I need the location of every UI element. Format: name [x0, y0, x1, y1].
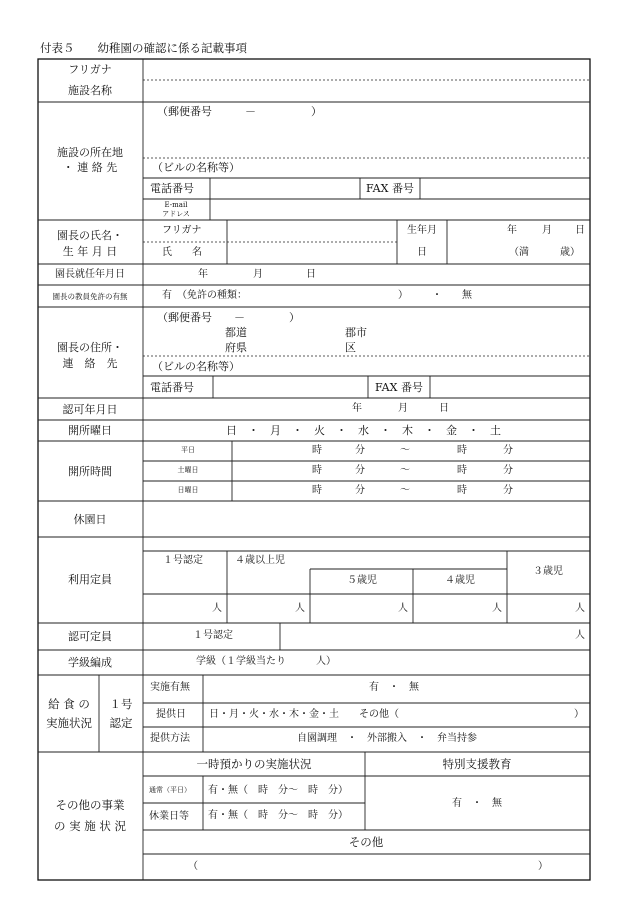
meals-cert-number: １号: [109, 697, 133, 711]
appointed-month: 月: [253, 269, 263, 280]
approval-year: 年: [352, 403, 362, 414]
hours-end-minute: 分: [503, 485, 513, 496]
capacity-unit: 人: [398, 603, 408, 614]
facility-name-label: 施設名称: [68, 84, 112, 97]
director-label: 園長の氏名・: [57, 229, 123, 242]
pref-label-2: 府県: [225, 341, 247, 354]
dir-contact-label: 連 絡 先: [62, 357, 118, 370]
hours-end-hour: 時: [457, 445, 467, 456]
saturday-label: 土曜日: [177, 466, 199, 474]
appointed-day: 日: [306, 269, 316, 280]
other-business-label: その他の事業: [55, 798, 125, 812]
hours-start-hour: 時: [312, 465, 322, 476]
meals-impl-label: 実施有無: [150, 682, 190, 693]
location-label: 施設の所在地: [57, 146, 123, 159]
age4plus-label: ４歳以上児: [235, 555, 285, 566]
meals-days-close: ）: [574, 709, 584, 720]
birth-year: 年: [507, 225, 517, 236]
approval-day: 日: [439, 403, 449, 414]
director-name-label: 氏 名: [162, 247, 202, 258]
age-open: （満: [509, 247, 529, 258]
city-label-2: 区: [345, 341, 356, 354]
other-status-label: の 実 施 状 況: [53, 819, 127, 833]
approved-capacity-unit: 人: [575, 630, 585, 641]
appointed-year: 年: [198, 269, 208, 280]
capacity-unit: 人: [492, 603, 502, 614]
special-support-label: 特別支援教育: [442, 757, 512, 771]
hours-tilde: ～: [400, 465, 410, 476]
hours-end-hour: 時: [457, 465, 467, 476]
approved-type1-label: １号認定: [193, 630, 233, 641]
hours-end-minute: 分: [503, 445, 513, 456]
license-yes: 有 （免許の種類：: [162, 290, 247, 301]
approval-month: 月: [398, 403, 408, 414]
temp-weekday-text: 有・無（ 時 分～ 時 分）: [208, 785, 348, 796]
dir-phone-label: 電話番号: [150, 381, 194, 394]
birth-label: 生年月: [407, 225, 437, 236]
sunday-label: 日曜日: [177, 486, 199, 494]
dir-building-name: （ビルの名称等）: [152, 360, 240, 373]
license-no: 無: [462, 290, 472, 301]
other-weekday-label: 通常（平日）: [149, 786, 191, 794]
weekday-label: 平日: [181, 446, 195, 454]
approval-date-label: 認可年月日: [62, 403, 118, 416]
hours-start-hour: 時: [312, 485, 322, 496]
meals-status-label: 実施状況: [46, 716, 92, 730]
meals-method-text: 自園調理 ・ 外部搬入 ・ 弁当持参: [297, 733, 477, 744]
hours-label: 開所時間: [68, 465, 112, 478]
hours-start-minute: 分: [355, 465, 365, 476]
appointed-label: 園長就任年月日: [55, 269, 125, 280]
others-label: その他: [348, 835, 384, 849]
hours-tilde: ～: [400, 445, 410, 456]
building-name: （ビルの名称等）: [152, 161, 240, 174]
pref-label-1: 都道: [225, 326, 247, 339]
hours-start-minute: 分: [355, 485, 365, 496]
meals-impl-yn: 有 ・ 無: [369, 682, 419, 693]
capacity-label: 利用定員: [68, 573, 112, 586]
others-paren-open: （: [188, 861, 198, 872]
capacity-unit: 人: [212, 603, 222, 614]
page-title: 付表５ 幼稚園の確認に係る記載事項: [40, 41, 247, 55]
other-holiday-label: 休業日等: [149, 811, 189, 822]
age4-label: ４歳児: [445, 575, 475, 586]
others-paren-close: ）: [538, 861, 548, 872]
capacity-unit: 人: [295, 603, 305, 614]
age3-label: ３歳児: [533, 566, 563, 577]
dir-fax-label: FAX 番号: [375, 381, 423, 394]
hours-tilde: ～: [400, 485, 410, 496]
phone-label: 電話番号: [150, 182, 194, 195]
temp-care-label: 一時預かりの実施状況: [196, 757, 312, 771]
email-address-label: アドレス: [162, 210, 190, 218]
postal-code: （郵便番号 － ）: [157, 105, 322, 118]
dir-address-label: 園長の住所・: [57, 341, 123, 354]
open-days-label: 開所曜日: [68, 424, 112, 437]
class-org-label: 学級編成: [68, 656, 112, 669]
meals-label: 給 食 の: [48, 697, 90, 711]
fax-label: FAX 番号: [366, 182, 414, 195]
license-dot: ・: [432, 290, 442, 301]
director-furigana: フリガナ: [162, 225, 202, 236]
age-close: 歳）: [560, 247, 580, 258]
director-birth-label: 生 年 月 日: [62, 245, 118, 258]
license-close: ）: [398, 290, 408, 301]
dir-postal-code: （郵便番号 － ）: [157, 311, 300, 324]
birth-month: 月: [542, 225, 552, 236]
meals-method-label: 提供方法: [150, 733, 190, 744]
age5-label: ５歳児: [347, 575, 377, 586]
type1-cert-label: １号認定: [163, 555, 203, 566]
open-days-list: 日 ・ 月 ・ 火 ・ 水 ・ 木 ・ 金 ・ 土: [226, 424, 501, 437]
approved-capacity-label: 認可定員: [68, 630, 112, 643]
birth-day-label: 日: [417, 247, 427, 258]
special-support-yn: 有 ・ 無: [452, 798, 502, 809]
hours-end-minute: 分: [503, 465, 513, 476]
hours-end-hour: 時: [457, 485, 467, 496]
license-label: 園長の教員免許の有無: [52, 292, 128, 301]
temp-holiday-text: 有・無（ 時 分～ 時 分）: [208, 810, 348, 821]
meals-days-text: 日・月・火・水・木・金・土 その他（: [209, 709, 399, 720]
contact-label: ・ 連 絡 先: [62, 161, 118, 174]
hours-start-hour: 時: [312, 445, 322, 456]
meals-cert-label: 認定: [109, 716, 133, 730]
meals-days-label: 提供日: [156, 709, 186, 720]
hours-start-minute: 分: [355, 445, 365, 456]
class-org-text: 学級（１学級当たり 人）: [196, 656, 336, 667]
birth-day: 日: [575, 225, 585, 236]
holiday-label: 休園日: [73, 513, 107, 526]
city-label-1: 郡市: [345, 326, 367, 339]
email-label: E-mail: [164, 201, 188, 209]
capacity-unit: 人: [575, 603, 585, 614]
furigana-label: フリガナ: [68, 63, 112, 76]
